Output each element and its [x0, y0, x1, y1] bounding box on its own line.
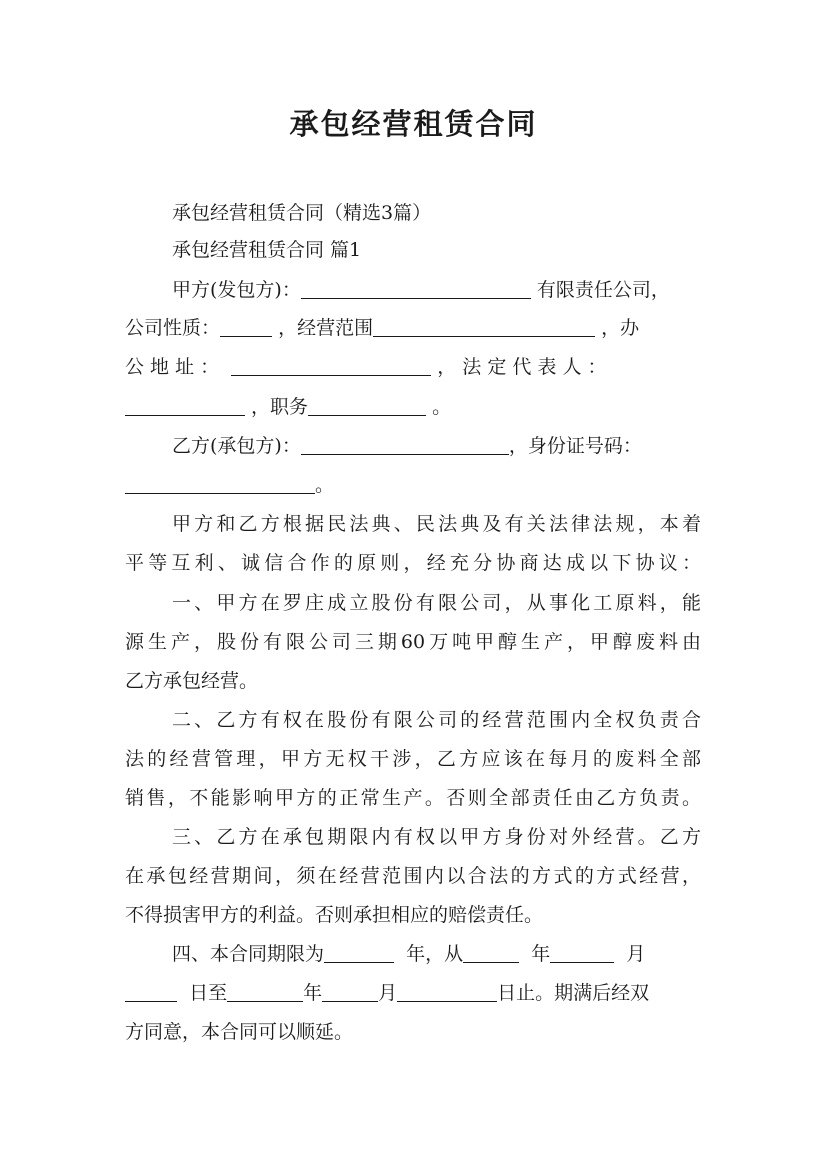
clause4-line-1 — [172, 940, 701, 968]
start-day-blank — [125, 981, 177, 1002]
section-heading: 承包经营租赁合同 篇1 — [172, 239, 362, 261]
clause2-line-2: 法的经营管理，甲方无权干涉，乙方应该在每月的废料全部 — [125, 748, 701, 770]
intro-line-1: 甲方和乙方根据民法典、民法典及有关法律法规，本着 — [172, 513, 701, 535]
clause4-day1: 日至 — [189, 982, 228, 1004]
id-number-line — [125, 471, 701, 499]
clause3-line-2: 在承包经营期间，须在经营范围内以合法的方式的方式经营， — [125, 865, 701, 887]
id-line-end: 。 — [315, 474, 335, 496]
id-number-blank — [125, 473, 315, 494]
clause1-line-2: 源生产，股份有限公司三期60万吨甲醇生产，甲醇废料由 — [125, 631, 701, 653]
subtitle: 承包经营租赁合同（精选3篇） — [172, 202, 432, 224]
end-month-blank — [322, 981, 378, 1002]
title-label: ，职务 — [251, 396, 309, 418]
clause4-month1: 月 — [626, 943, 646, 965]
title-blank — [308, 395, 426, 416]
document-title: 承包经营租赁合同 — [289, 107, 538, 141]
end-year-blank — [227, 981, 303, 1002]
clause4-end: 日止。期满后经双 — [497, 982, 650, 1004]
clause2-line-1: 二、乙方有权在股份有限公司的经营范围内全权负责合 — [172, 709, 701, 731]
clause2-line-3: 销售，不能影响甲方的正常生产。否则全部责任由乙方负责。 — [125, 787, 701, 809]
clause1-line-3: 乙方承包经营。 — [125, 670, 259, 692]
term-years-blank — [324, 942, 394, 963]
party-b-label: 乙方(承包方)： — [172, 435, 301, 457]
scope-blank — [373, 316, 595, 337]
start-month-blank — [550, 942, 614, 963]
start-year-blank — [463, 942, 519, 963]
clause4-year1: 年，从 — [406, 943, 464, 965]
party-a-rep-line — [125, 393, 701, 421]
end-day-blank — [397, 981, 497, 1002]
scope-label: ，经营范围 — [278, 317, 374, 339]
company-name-blank — [301, 278, 531, 299]
rep-label: ， 法 定 代 表 人 ： — [437, 356, 607, 378]
party-b-blank — [301, 434, 509, 455]
id-label: ，身份证号码： — [508, 435, 642, 457]
clause4-year3: 年 — [303, 982, 323, 1004]
party-a-line — [172, 276, 701, 304]
nature-label: 公司性质： — [125, 317, 221, 339]
party-a-label: 甲方(发包方)： — [172, 279, 301, 301]
rep-blank — [125, 395, 245, 416]
clause3-line-3: 不得损害甲方的利益。否则承担相应的赔偿责任。 — [125, 904, 544, 926]
party-b-line — [172, 432, 701, 460]
intro-line-2: 平等互利、诚信合作的原则，经充分协商达成以下协议： — [125, 552, 701, 574]
address-blank — [231, 355, 431, 376]
office-label: ，办 — [601, 317, 640, 339]
clause4-line-2 — [125, 979, 701, 1007]
party-a-nature-line — [125, 314, 701, 342]
nature-blank — [220, 316, 272, 337]
clause4-month2: 月 — [378, 982, 398, 1004]
clause3-line-1: 三、乙方在承包期限内有权以甲方身份对外经营。乙方 — [172, 826, 701, 848]
company-suffix: 有限责任公司， — [536, 279, 670, 301]
party-a-address-line — [125, 353, 701, 381]
clause4-prefix: 四、本合同期限为 — [172, 943, 325, 965]
address-label: 公 地 址 ： — [125, 356, 220, 378]
clause4-year2: 年 — [531, 943, 551, 965]
clause4-line-3: 方同意，本合同可以顺延。 — [125, 1021, 354, 1043]
clause1-line-1: 一、甲方在罗庄成立股份有限公司，从事化工原料，能 — [172, 592, 701, 614]
line-end: 。 — [432, 396, 452, 418]
